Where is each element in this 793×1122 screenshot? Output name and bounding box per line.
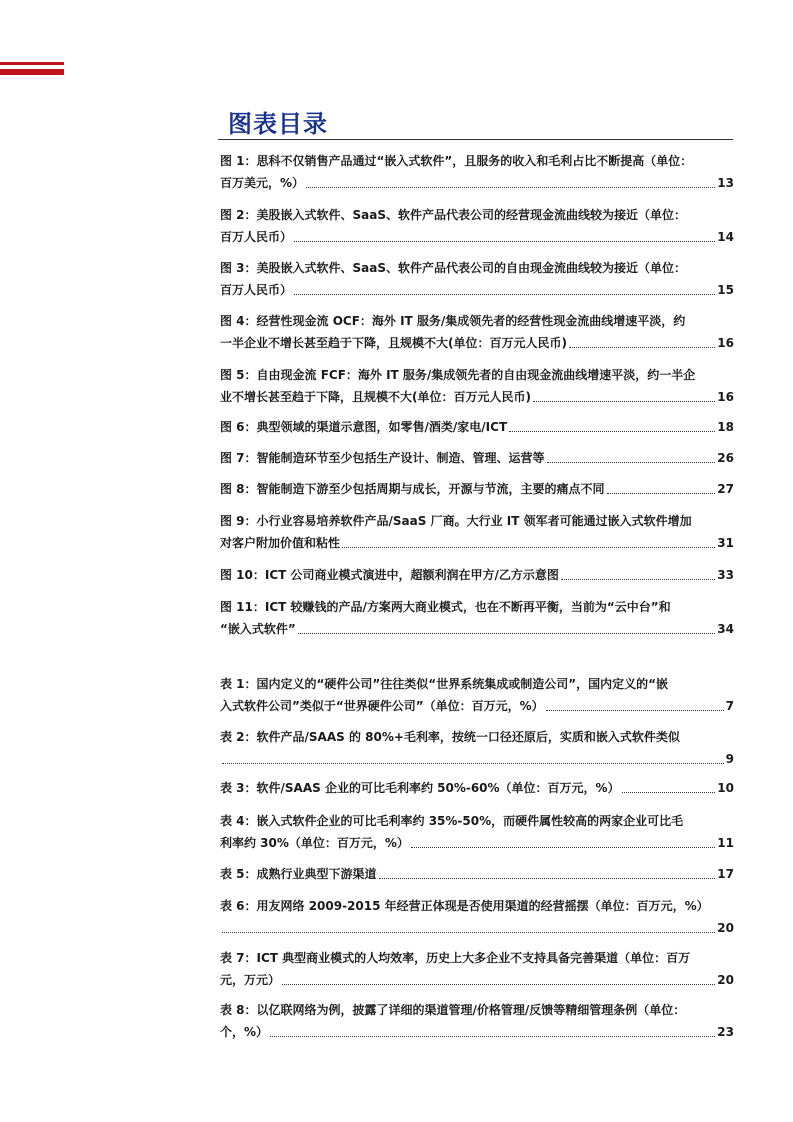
- toc-page-number: 15: [717, 283, 734, 297]
- toc-page-number: 20: [717, 973, 734, 987]
- toc-entry[interactable]: [220, 726, 734, 770]
- toc-entry-title: 表 5：成熟行业典型下游渠道: [220, 867, 377, 881]
- toc-page-number: 27: [717, 482, 734, 496]
- dot-leader: [294, 294, 715, 295]
- toc-page-number: 16: [717, 390, 734, 404]
- dot-leader: [547, 462, 716, 463]
- toc-page-number: 33: [717, 568, 734, 582]
- toc-entry[interactable]: [220, 895, 734, 939]
- toc-entry-title: 表 1：国内定义的“硬件公司”往往类似“世界系统集成或制造公司”，国内定义的“嵌: [220, 677, 668, 691]
- toc-page-number: 18: [717, 420, 734, 434]
- dot-leader: [607, 493, 716, 494]
- toc-entry-title: 图 2：美股嵌入式软件、SaaS、软件产品代表公司的经营现金流曲线较为接近（单位：: [220, 208, 687, 222]
- dot-leader: [222, 932, 715, 933]
- dot-leader: [294, 241, 715, 242]
- dot-leader: [342, 547, 715, 548]
- toc-entry-title-continued: “嵌入式软件”: [220, 622, 296, 636]
- toc-entry-title: 表 4：嵌入式软件企业的可比毛利率约 35%-50%，而硬件属性较高的两家企业可比毛: [220, 814, 684, 828]
- dot-leader: [533, 401, 715, 402]
- dot-leader: [306, 187, 715, 188]
- toc-entry[interactable]: [220, 564, 734, 586]
- dot-leader: [379, 878, 716, 879]
- toc-entry[interactable]: [220, 947, 734, 991]
- toc-entry[interactable]: [220, 510, 734, 554]
- dot-leader: [298, 633, 716, 634]
- toc-entry[interactable]: [220, 204, 734, 248]
- toc-page-number: 13: [717, 176, 734, 190]
- toc-entry-title-continued: 百万人民币）: [220, 230, 293, 244]
- dot-leader: [622, 792, 716, 793]
- toc-entry-title-continued: 利率约 30%（单位：百万元，%）: [220, 836, 409, 850]
- toc-entry-title: 图 1：思科不仅销售产品通过“嵌入式软件”，且服务的收入和毛利占比不断提高（单位：: [220, 154, 693, 168]
- toc-entry-title-continued: 对客户附加价值和粘性: [220, 536, 341, 550]
- toc-entry-title: 表 7：ICT 典型商业模式的人均效率，历史上大多企业不支持具备完善渠道（单位：百万: [220, 951, 691, 965]
- toc-entry-title-continued: 入式软件公司”类似于“世界硬件公司”（单位：百万元，%）: [220, 699, 544, 713]
- toc-entry-title: 图 6：典型领域的渠道示意图，如零售/酒类/家电/ICT: [220, 420, 508, 434]
- toc-entry-title: 图 4：经营性现金流 OCF：海外 IT 服务/集成领先者的经营性现金流曲线增速平淡，约: [220, 314, 686, 328]
- toc-entry-title: 图 5：自由现金流 FCF：海外 IT 服务/集成领先者的自由现金流曲线增速平淡，约一半企: [220, 368, 696, 382]
- header-red-bar-thin: [0, 62, 64, 65]
- toc-entry-title: 表 2：软件产品/SAAS 的 80%+毛利率，按统一口径还原后，实质和嵌入式软件类似: [220, 730, 680, 744]
- toc-page-number: 23: [717, 1025, 734, 1039]
- toc-entry-title: 图 7：智能制造环节至少包括生产设计、制造、管理、运营等: [220, 451, 545, 465]
- toc-page-number: 17: [717, 867, 734, 881]
- dot-leader: [411, 847, 715, 848]
- toc-page-number: 7: [725, 699, 734, 713]
- toc-entry-title-continued: 业不增长甚至趋于下降，且规模不大(单位：百万元人民币): [220, 390, 531, 404]
- toc-page-number: 9: [725, 752, 734, 766]
- toc-page-number: 31: [717, 536, 734, 550]
- page-title: 图表目录: [228, 110, 328, 138]
- toc-entry-title-continued: 个，%）: [220, 1025, 269, 1039]
- toc-entry[interactable]: [220, 673, 734, 717]
- dot-leader: [569, 347, 715, 348]
- dot-leader: [222, 763, 724, 764]
- toc-entry-title: 图 11：ICT 较赚钱的产品/方案两大商业模式，也在不断再平衡，当前为“云中台”和: [220, 600, 671, 614]
- dot-leader: [561, 579, 715, 580]
- toc-page-number: 11: [717, 836, 734, 850]
- toc-entry[interactable]: [220, 596, 734, 640]
- toc-entry[interactable]: [220, 364, 734, 408]
- toc-page-number: 16: [717, 336, 734, 350]
- toc-entry-title: 图 8：智能制造下游至少包括周期与成长，开源与节流，主要的痛点不同: [220, 482, 605, 496]
- dot-leader: [282, 984, 715, 985]
- toc-entry-title: 表 6：用友网络 2009-2015 年经营正体现是否使用渠道的经营摇摆（单位：百万元，%）: [220, 899, 709, 913]
- toc-entry[interactable]: [220, 478, 734, 500]
- toc-entry-title: 图 3：美股嵌入式软件、SaaS、软件产品代表公司的自由现金流曲线较为接近（单位：: [220, 261, 687, 275]
- toc-entry-title: 图 10：ICT 公司商业模式演进中，超额利润在甲方/乙方示意图: [220, 568, 559, 582]
- toc-entry[interactable]: [220, 416, 734, 438]
- toc-page-number: 26: [717, 451, 734, 465]
- toc-entry-title-continued: 一半企业不增长甚至趋于下降，且规模不大(单位：百万元人民币): [220, 336, 567, 350]
- toc-entry[interactable]: [220, 863, 734, 885]
- toc-entry[interactable]: [220, 810, 734, 854]
- toc-page-number: 10: [717, 781, 734, 795]
- toc-entry[interactable]: [220, 777, 734, 799]
- toc-entry[interactable]: [220, 447, 734, 469]
- toc-entry[interactable]: [220, 999, 734, 1043]
- toc-entry[interactable]: [220, 257, 734, 301]
- toc-page-number: 14: [717, 230, 734, 244]
- toc-page-number: 20: [717, 921, 734, 935]
- header-red-bar-thick: [0, 69, 64, 75]
- toc-entry-title-continued: 百万美元，%）: [220, 176, 305, 190]
- title-divider: [218, 139, 733, 140]
- toc-entry-title: 图 9：小行业容易培养软件产品/SaaS 厂商。大行业 IT 领军者可能通过嵌入式软件增加: [220, 514, 692, 528]
- toc-entry-title-continued: 元，万元）: [220, 973, 281, 987]
- dot-leader: [546, 710, 724, 711]
- dot-leader: [270, 1036, 715, 1037]
- toc-entry-title: 表 3：软件/SAAS 企业的可比毛利率约 50%-60%（单位：百万元，%）: [220, 781, 620, 795]
- dot-leader: [509, 431, 715, 432]
- toc-entry[interactable]: [220, 150, 734, 194]
- toc-entry-title: 表 8：以亿联网络为例，披露了详细的渠道管理/价格管理/反馈等精细管理条例（单位：: [220, 1003, 686, 1017]
- toc-page-number: 34: [717, 622, 734, 636]
- toc-entry[interactable]: [220, 310, 734, 354]
- toc-entry-title-continued: 百万人民币）: [220, 283, 293, 297]
